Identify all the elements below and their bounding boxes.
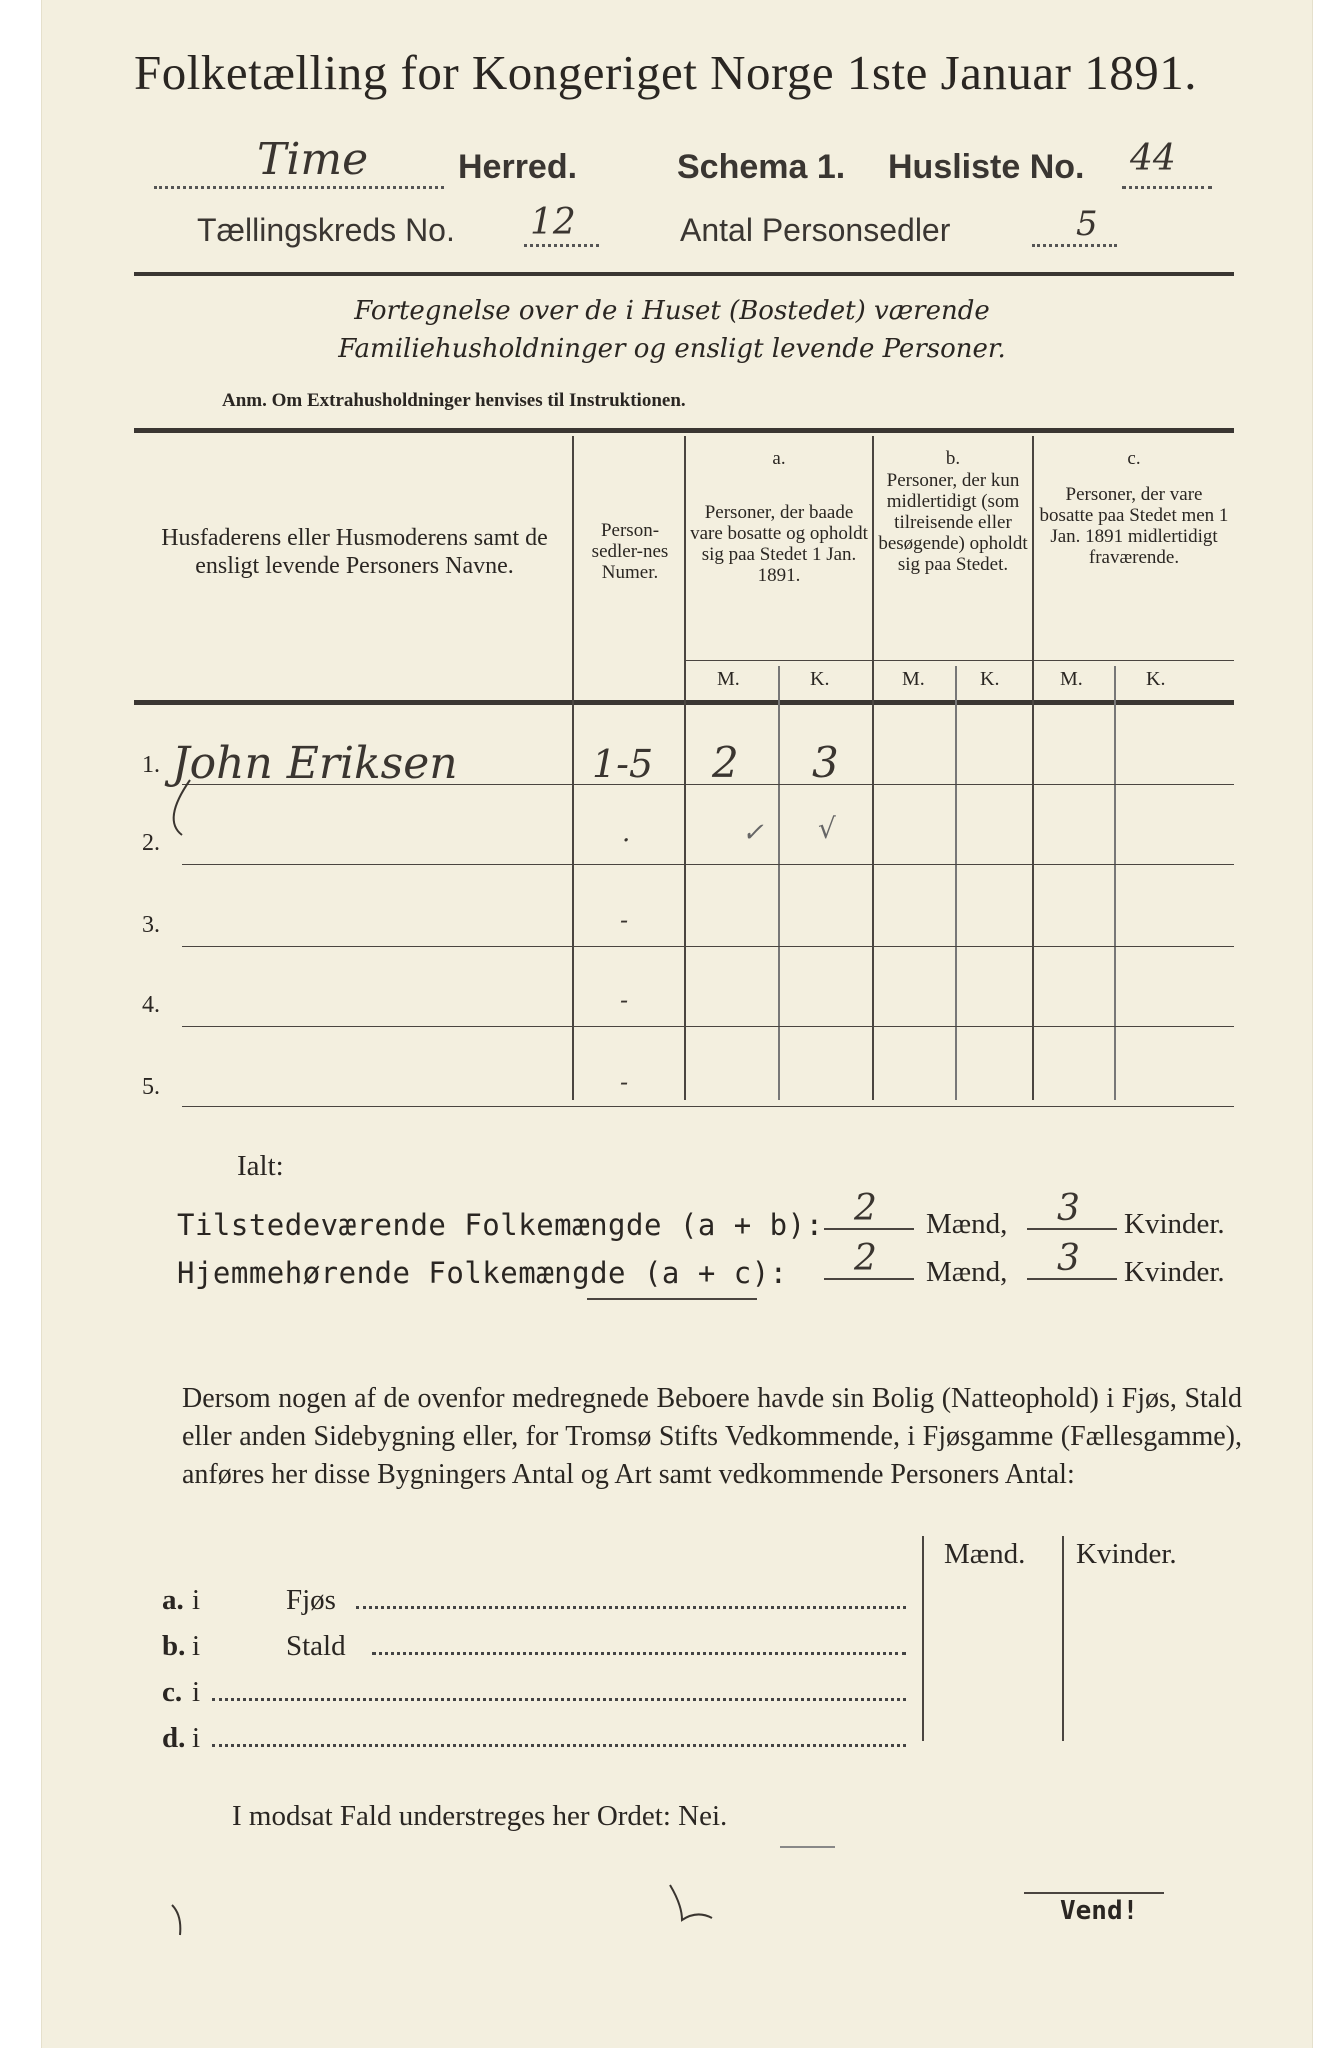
kvinder-label: Kvinder.: [1124, 1256, 1225, 1288]
col-header-c-letter: c.: [1127, 448, 1141, 469]
building-letter: c.: [162, 1676, 183, 1708]
maend-label: Mænd,: [926, 1256, 1008, 1288]
antal-value: 5: [1076, 204, 1098, 244]
personsedler-number: -: [620, 1068, 629, 1096]
col-c-m: M.: [1060, 668, 1083, 690]
personsedler-number: -: [620, 986, 629, 1014]
buildings-men-header: Mænd.: [944, 1538, 1026, 1570]
instructions-paragraph: Dersom nogen af de ovenfor medregnede Beboere havde sin Bolig (Natteophold) i Fjøs, Stald eller anden Sidebygning eller, for Tromsø Stifts Vedkommende, i Fjøsgamme (Fællesgamme), anføres her disse Bygningers Antal og Art samt vedkommende Personers Antal:: [182, 1383, 1242, 1490]
vend-label: Vend!: [1060, 1896, 1139, 1926]
household-head-name: John Eriksen: [172, 738, 458, 789]
row-number: 2.: [142, 830, 160, 856]
building-letter: a.: [162, 1584, 184, 1616]
row-number: 1.: [142, 752, 160, 778]
tilstede-label: Tilstedeværende Folkemængde (a + b):: [177, 1208, 824, 1242]
herred-label: Herred.: [458, 148, 578, 186]
building-name: Fjøs: [286, 1584, 336, 1616]
husliste-value: 44: [1130, 138, 1176, 179]
a-men-count: 2: [712, 738, 739, 787]
building-i: i: [192, 1630, 201, 1662]
building-name: Stald: [286, 1630, 346, 1662]
building-letter: b.: [162, 1630, 186, 1662]
col-header-name: Husfaderens eller Husmoderens samt de ensligt levende Personers Navne.: [161, 525, 548, 579]
col-header-a: Personer, der baade vare bosatte og opholdt sig paa Stedet 1 Jan. 1891.: [690, 502, 868, 586]
col-b-k: K.: [980, 668, 1000, 690]
building-i: i: [192, 1722, 201, 1754]
buildings-women-header: Kvinder.: [1076, 1538, 1177, 1570]
row-number: 4.: [142, 992, 160, 1018]
personsedler-number: -: [620, 906, 629, 934]
building-i: i: [192, 1584, 201, 1616]
a-women-count: 3: [812, 738, 839, 787]
maend-label: Mænd,: [926, 1208, 1008, 1240]
schema-label: Schema 1.: [677, 148, 846, 186]
row-number: 5.: [142, 1074, 160, 1100]
form-title: Folketælling for Kongeriget Norge 1ste Januar 1891.: [134, 45, 1197, 100]
col-a-m: M.: [717, 668, 740, 690]
col-c-k: K.: [1146, 668, 1166, 690]
a-women-check: √: [818, 812, 836, 845]
col-header-num: Person-sedler-nes Numer.: [591, 520, 669, 583]
col-a-k: K.: [810, 668, 830, 690]
census-form: [42, 0, 1312, 2048]
kreds-value: 12: [530, 202, 576, 243]
tilstede-men: 2: [854, 1188, 877, 1229]
hjemme-men: 2: [854, 1238, 877, 1279]
pen-tick-mark: [670, 1885, 712, 1920]
husliste-label: Husliste No.: [888, 148, 1085, 186]
hjemme-label: Hjemmehørende Folkemængde (a + c):: [177, 1256, 788, 1290]
col-header-b: Personer, der kun midlertidigt (som tilreisende eller besøgende) opholdt sig paa Stedet.: [878, 470, 1028, 575]
col-header-b-letter: b.: [945, 448, 961, 469]
ialt-label: Ialt:: [237, 1150, 284, 1182]
personsedler-number: 1-5: [592, 742, 654, 786]
antal-label: Antal Personsedler: [680, 212, 951, 248]
pen-tick-mark: [172, 1905, 180, 1935]
herred-value: Time: [257, 134, 369, 185]
hjemme-women: 3: [1057, 1238, 1080, 1279]
building-i: i: [192, 1676, 201, 1708]
pen-marks-overlay: [42, 0, 1312, 2048]
kreds-label: Tællingskreds No.: [197, 212, 455, 248]
a-men-check: ✓: [742, 818, 764, 848]
col-header-c: Personer, der vare bosatte paa Stedet men 1 Jan. 1891 midlertidigt fraværende.: [1039, 484, 1229, 568]
kvinder-label: Kvinder.: [1124, 1208, 1225, 1240]
col-header-a-letter: a.: [772, 448, 786, 469]
annotation: Anm. Om Extrahusholdninger henvises til Instruktionen.: [222, 390, 686, 411]
subtitle: Fortegnelse over de i Huset (Bostedet) værende Familiehusholdninger og ensligt levende Personer.: [338, 296, 1006, 364]
tilstede-women: 3: [1057, 1188, 1080, 1229]
building-letter: d.: [162, 1722, 186, 1754]
modsat-note: I modsat Fald understreges her Ordet: Nei.: [232, 1800, 728, 1832]
row-number: 3.: [142, 912, 160, 938]
pen-flourish: [174, 780, 190, 835]
col-b-m: M.: [902, 668, 925, 690]
personsedler-number: .: [622, 818, 631, 848]
